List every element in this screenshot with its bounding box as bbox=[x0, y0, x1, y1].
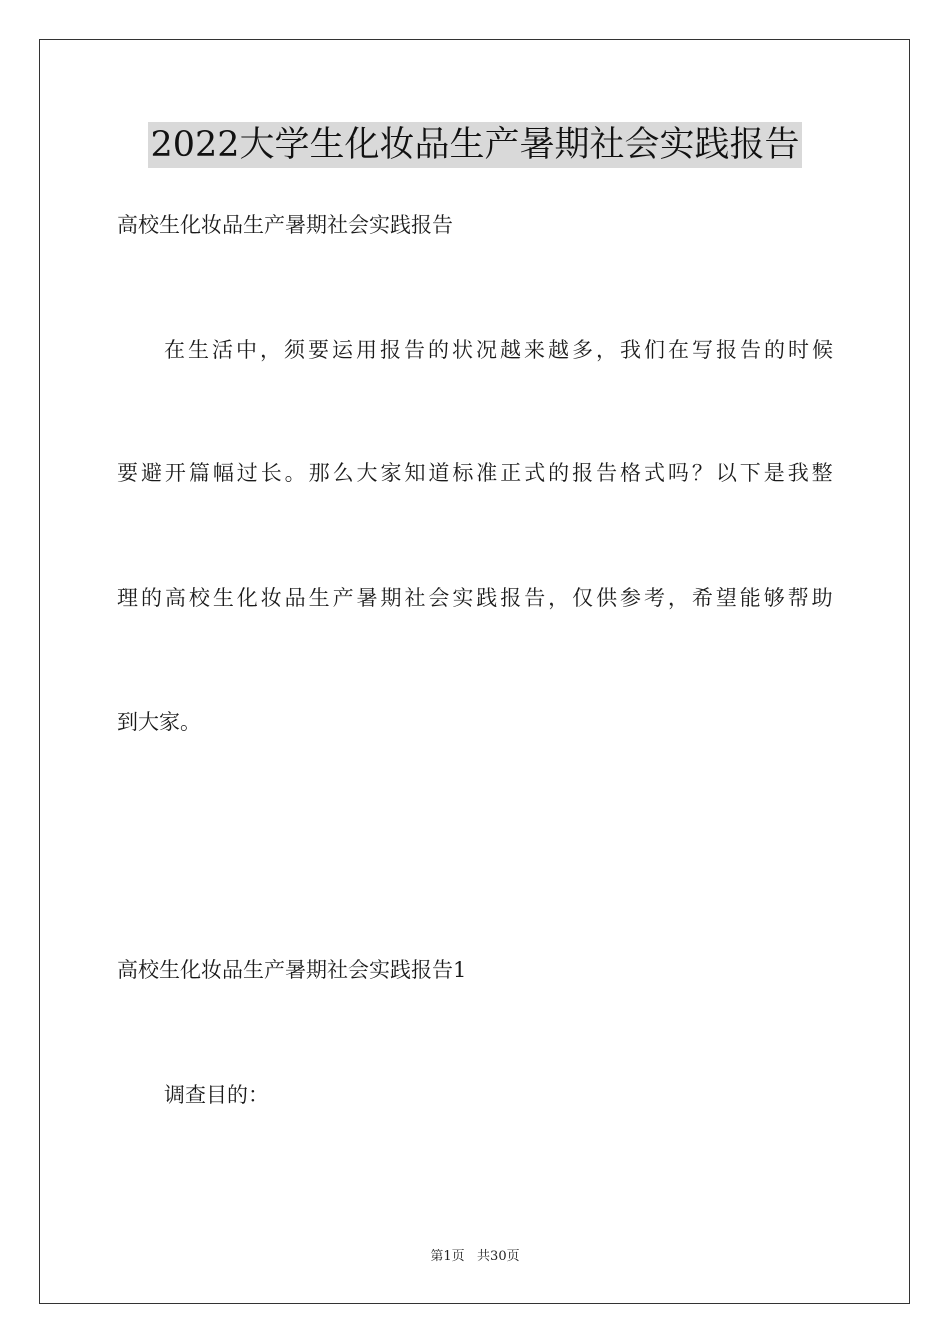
text-char: 望 bbox=[715, 586, 737, 610]
text-char: 能 bbox=[739, 586, 761, 610]
text-char: 仅 bbox=[572, 586, 594, 610]
text-char: 那 bbox=[308, 461, 330, 485]
text-char: 理 bbox=[117, 586, 138, 610]
text-char: 告 bbox=[740, 338, 761, 362]
page-footer: 第1页 共30页 bbox=[430, 1249, 520, 1264]
text-char: ， bbox=[596, 338, 617, 362]
text-char: 妆 bbox=[260, 586, 282, 610]
text-char: ， bbox=[667, 586, 689, 610]
document-title: 2022大学生化妆品生产暑期社会实践报告 bbox=[148, 122, 801, 168]
text-char: 家 bbox=[380, 461, 402, 485]
text-char: 的 bbox=[140, 586, 162, 610]
text-char: 用 bbox=[356, 338, 377, 362]
text-char: 要 bbox=[117, 461, 138, 485]
text-char: 多 bbox=[572, 338, 593, 362]
text-char: 篇 bbox=[188, 461, 210, 485]
text-char: 高 bbox=[164, 586, 186, 610]
text-char: 大 bbox=[356, 461, 378, 485]
text-char: 中 bbox=[236, 338, 257, 362]
paragraph-line-4: 到大家。 bbox=[117, 710, 201, 734]
section-heading: 高校生化妆品生产暑期社会实践报告1 bbox=[117, 958, 467, 982]
text-char: 的 bbox=[764, 338, 785, 362]
text-char: 化 bbox=[236, 586, 258, 610]
text-char: 我 bbox=[620, 338, 641, 362]
paragraph-line-1 bbox=[164, 335, 833, 365]
text-char: 状 bbox=[452, 338, 473, 362]
text-char: 校 bbox=[188, 586, 210, 610]
subtitle-line: 高校生化妆品生产暑期社会实践报告 bbox=[117, 213, 453, 237]
text-char: 么 bbox=[332, 461, 354, 485]
text-char: 写 bbox=[692, 338, 713, 362]
text-char: 须 bbox=[284, 338, 305, 362]
text-char: 是 bbox=[763, 461, 785, 485]
text-char: 生 bbox=[188, 338, 209, 362]
text-char: 告 bbox=[404, 338, 425, 362]
text-char: 报 bbox=[500, 586, 522, 610]
text-char: ， bbox=[260, 338, 281, 362]
text-char: 暑 bbox=[356, 586, 378, 610]
text-char: 品 bbox=[284, 586, 306, 610]
text-char: 的 bbox=[428, 338, 449, 362]
text-char: 活 bbox=[212, 338, 233, 362]
text-char: 生 bbox=[308, 586, 330, 610]
text-char: 长 bbox=[260, 461, 282, 485]
text-char: 在 bbox=[164, 338, 185, 362]
text-char: 报 bbox=[380, 338, 401, 362]
text-char: 考 bbox=[643, 586, 665, 610]
text-char: 们 bbox=[644, 338, 665, 362]
text-char: 助 bbox=[811, 586, 833, 610]
survey-purpose-label: 调查目的： bbox=[164, 1083, 269, 1107]
text-char: 在 bbox=[668, 338, 689, 362]
text-char: 够 bbox=[763, 586, 785, 610]
text-char: 吗 bbox=[667, 461, 689, 485]
text-char: 标 bbox=[452, 461, 474, 485]
text-char: 避 bbox=[140, 461, 162, 485]
text-char: 报 bbox=[716, 338, 737, 362]
text-char: 式 bbox=[524, 461, 546, 485]
text-char: 知 bbox=[404, 461, 426, 485]
text-char: 会 bbox=[428, 586, 450, 610]
text-char: 供 bbox=[596, 586, 618, 610]
text-char: 。 bbox=[284, 461, 306, 485]
text-char: ， bbox=[548, 586, 570, 610]
text-char: 告 bbox=[524, 586, 546, 610]
text-char: 希 bbox=[691, 586, 713, 610]
text-char: 越 bbox=[500, 338, 521, 362]
text-char: 越 bbox=[548, 338, 569, 362]
text-char: 期 bbox=[380, 586, 402, 610]
text-char: 参 bbox=[620, 586, 642, 610]
text-char: 践 bbox=[476, 586, 498, 610]
text-char: 以 bbox=[715, 461, 737, 485]
text-char: 社 bbox=[404, 586, 426, 610]
text-char: 的 bbox=[548, 461, 570, 485]
text-char: 下 bbox=[739, 461, 761, 485]
text-char: 式 bbox=[643, 461, 665, 485]
text-char: 幅 bbox=[212, 461, 234, 485]
text-char: 时 bbox=[788, 338, 809, 362]
text-char: 来 bbox=[524, 338, 545, 362]
text-char: 帮 bbox=[787, 586, 809, 610]
text-char: 准 bbox=[476, 461, 498, 485]
text-char: 我 bbox=[787, 461, 809, 485]
text-char: 道 bbox=[428, 461, 450, 485]
text-char: 正 bbox=[500, 461, 522, 485]
text-char: 报 bbox=[572, 461, 594, 485]
text-char: 开 bbox=[164, 461, 186, 485]
text-char: 产 bbox=[332, 586, 354, 610]
text-char: 过 bbox=[236, 461, 258, 485]
text-char: 告 bbox=[596, 461, 618, 485]
text-char: 要 bbox=[308, 338, 329, 362]
text-char: 况 bbox=[476, 338, 497, 362]
paragraph-line-2 bbox=[117, 458, 833, 488]
text-char: 整 bbox=[811, 461, 833, 485]
text-char: 候 bbox=[812, 338, 833, 362]
paragraph-line-3 bbox=[117, 583, 833, 613]
title-wrap bbox=[0, 122, 950, 168]
text-char: 运 bbox=[332, 338, 353, 362]
text-char: 格 bbox=[620, 461, 642, 485]
text-char: 实 bbox=[452, 586, 474, 610]
text-char: ？ bbox=[691, 461, 713, 485]
text-char: 生 bbox=[212, 586, 234, 610]
